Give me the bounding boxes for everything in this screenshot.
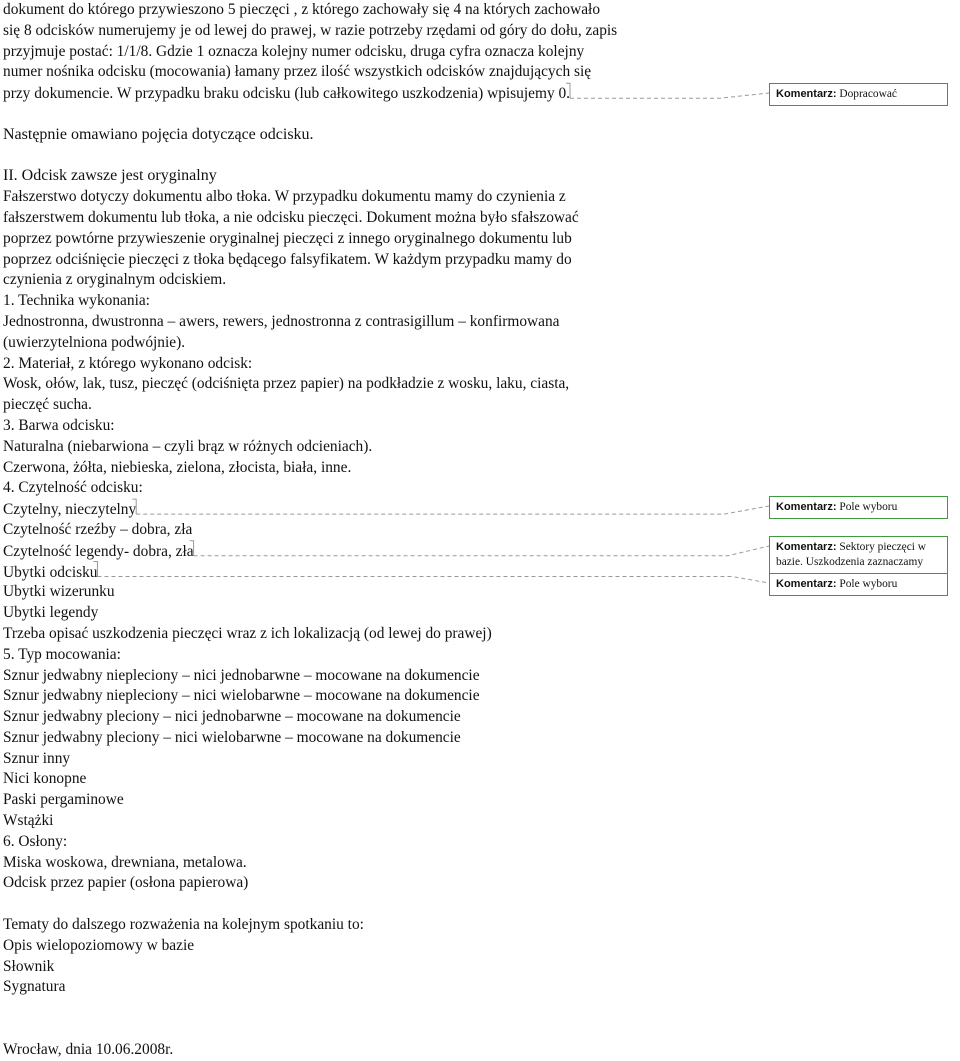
line-text: 1. Technika wykonania: (3, 292, 150, 310)
comment-anchor-bracket (132, 499, 136, 514)
line-text: Czerwona, żółta, niebieska, zielona, złocista, biała, inne. (3, 458, 352, 476)
line-text: przyjmuje postać: 1/1/8. Gdzie 1 oznacza kolejny numer odcisku, druga cyfra oznacza kolejny (3, 42, 585, 60)
comment-label: Komentarz: (776, 88, 837, 100)
line-text: Czytelny, nieczytelny (3, 501, 137, 519)
line-text: Sznur jedwabny pleciony – nici wielobarwne – mocowane na dokumencie (3, 728, 461, 746)
line-text: numer nośnika odcisku (mocowania) łamany przez ilość wszystkich odcisków znajdujących się (3, 63, 592, 81)
line-text: Ubytki odcisku (3, 563, 98, 581)
comment-label: Komentarz: (776, 578, 837, 590)
comment-text: Sektory pieczęci w bazie. Uszkodzenia zaznaczamy (776, 541, 927, 568)
comment-leader (97, 577, 769, 583)
line-text: Sznur inny (3, 749, 71, 767)
comment-label: Komentarz: (776, 541, 837, 553)
line-text: Wstążki (3, 812, 54, 830)
line-text: Słownik (3, 957, 55, 975)
line-text: Fałszerstwo dotyczy dokumentu albo tłoka. W przypadku dokumentu mamy do czynienia z (3, 188, 566, 206)
line-text: Ubytki legendy (3, 604, 99, 622)
line-text: Wrocław, dnia 10.06.2008r. (3, 1040, 174, 1058)
line-text: pieczęć sucha. (3, 396, 92, 414)
line-text: Czytelność legendy- dobra, zła (3, 542, 194, 560)
line-text: Paski pergaminowe (3, 791, 124, 809)
line-text: Ubytki wizerunku (3, 583, 115, 601)
line-text: 2. Materiał, z którego wykonano odcisk: (3, 354, 253, 372)
line-text: przy dokumencie. W przypadku braku odcisku (lub całkowitego uszkodzenia) wpisujemy 0. (3, 85, 571, 103)
line-text: Odcisk przez papier (osłona papierowa) (3, 874, 249, 892)
line-text: Nici konopne (3, 770, 87, 788)
comment-label: Komentarz: (776, 501, 837, 513)
comment-anchor-bracket (93, 562, 97, 577)
comment-leader (570, 93, 769, 98)
line-text: Trzeba opisać uszkodzenia pieczęci wraz z ich lokalizacją (od lewej do prawej) (3, 624, 492, 642)
line-text: Sznur jedwabny niepleciony – nici wielobarwne – mocowane na dokumencie (3, 687, 480, 705)
line-text: poprzez odciśnięcie pieczęci z tłoka będącego falsyfikatem. W każdym przypadku mamy do (3, 250, 572, 268)
comment-anchor-bracket (566, 83, 570, 98)
comment-text: Dopracować (839, 88, 897, 100)
comment-anchor-bracket (190, 541, 194, 556)
line-text: Naturalna (niebarwiona – czyli brąz w różnych odcieniach). (3, 437, 373, 455)
comment-balloon-1[interactable] (769, 83, 948, 106)
line-text: Miska woskowa, drewniana, metalowa. (3, 853, 247, 871)
line-text: Wosk, ołów, lak, tusz, pieczęć (odciśnięta przez papier) na podkładzie z wosku, laku, ciasta, (3, 375, 570, 393)
line-text: 4. Czytelność odcisku: (3, 479, 143, 497)
comment-balloon-4[interactable] (769, 573, 948, 596)
line-text: Tematy do dalszego rozważenia na kolejnym spotkaniu to: (3, 916, 364, 934)
line-text: (uwierzytelniona podwójnie). (3, 333, 186, 351)
line-text: Sznur jedwabny niepleciony – nici jednobarwne – mocowane na dokumencie (3, 666, 480, 684)
line-text: fałszerstwem dokumentu lub tłoka, a nie odcisku pieczęci. Dokument można było sfałszować (3, 208, 579, 226)
line-text: 5. Typ mocowania: (3, 645, 121, 663)
line-text: II. Odcisk zawsze jest oryginalny (3, 167, 217, 185)
text-line (3, 1040, 755, 1061)
line-text: poprzez powtórne przywieszenie oryginalnej pieczęci z innego oryginalnego dokumentu lub (3, 229, 572, 247)
line-text: dokument do którego przywieszono 5 pieczęci , z którego zachowały się 4 na których zachowało (3, 1, 601, 18)
line-text: 3. Barwa odcisku: (3, 416, 115, 434)
comment-balloon-2[interactable] (769, 496, 948, 519)
line-text: Jednostronna, dwustronna – awers, rewers, jednostronna z contrasigillum – konfirmowana (3, 312, 560, 330)
comment-text: Pole wyboru (839, 578, 898, 590)
line-text: Czytelność rzeźby – dobra, zła (3, 520, 193, 538)
line-text: Następnie omawiano pojęcia dotyczące odcisku. (3, 125, 314, 143)
line-text: się 8 odcisków numerujemy je od lewej do prawej, w razie potrzeby rzędami od góry do dołu, zapis (3, 21, 618, 39)
comment-leader (136, 506, 769, 514)
line-text: Sygnatura (3, 978, 66, 996)
comment-text: Pole wyboru (839, 501, 898, 513)
comment-leader (194, 546, 769, 556)
line-text: 6. Osłony: (3, 832, 68, 850)
line-text: Opis wielopoziomowy w bazie (3, 936, 195, 954)
line-text: czynienia z oryginalnym odciskiem. (3, 271, 227, 289)
comment-balloon-3[interactable] (769, 536, 948, 574)
line-text: Sznur jedwabny pleciony – nici jednobarwne – mocowane na dokumencie (3, 708, 461, 726)
